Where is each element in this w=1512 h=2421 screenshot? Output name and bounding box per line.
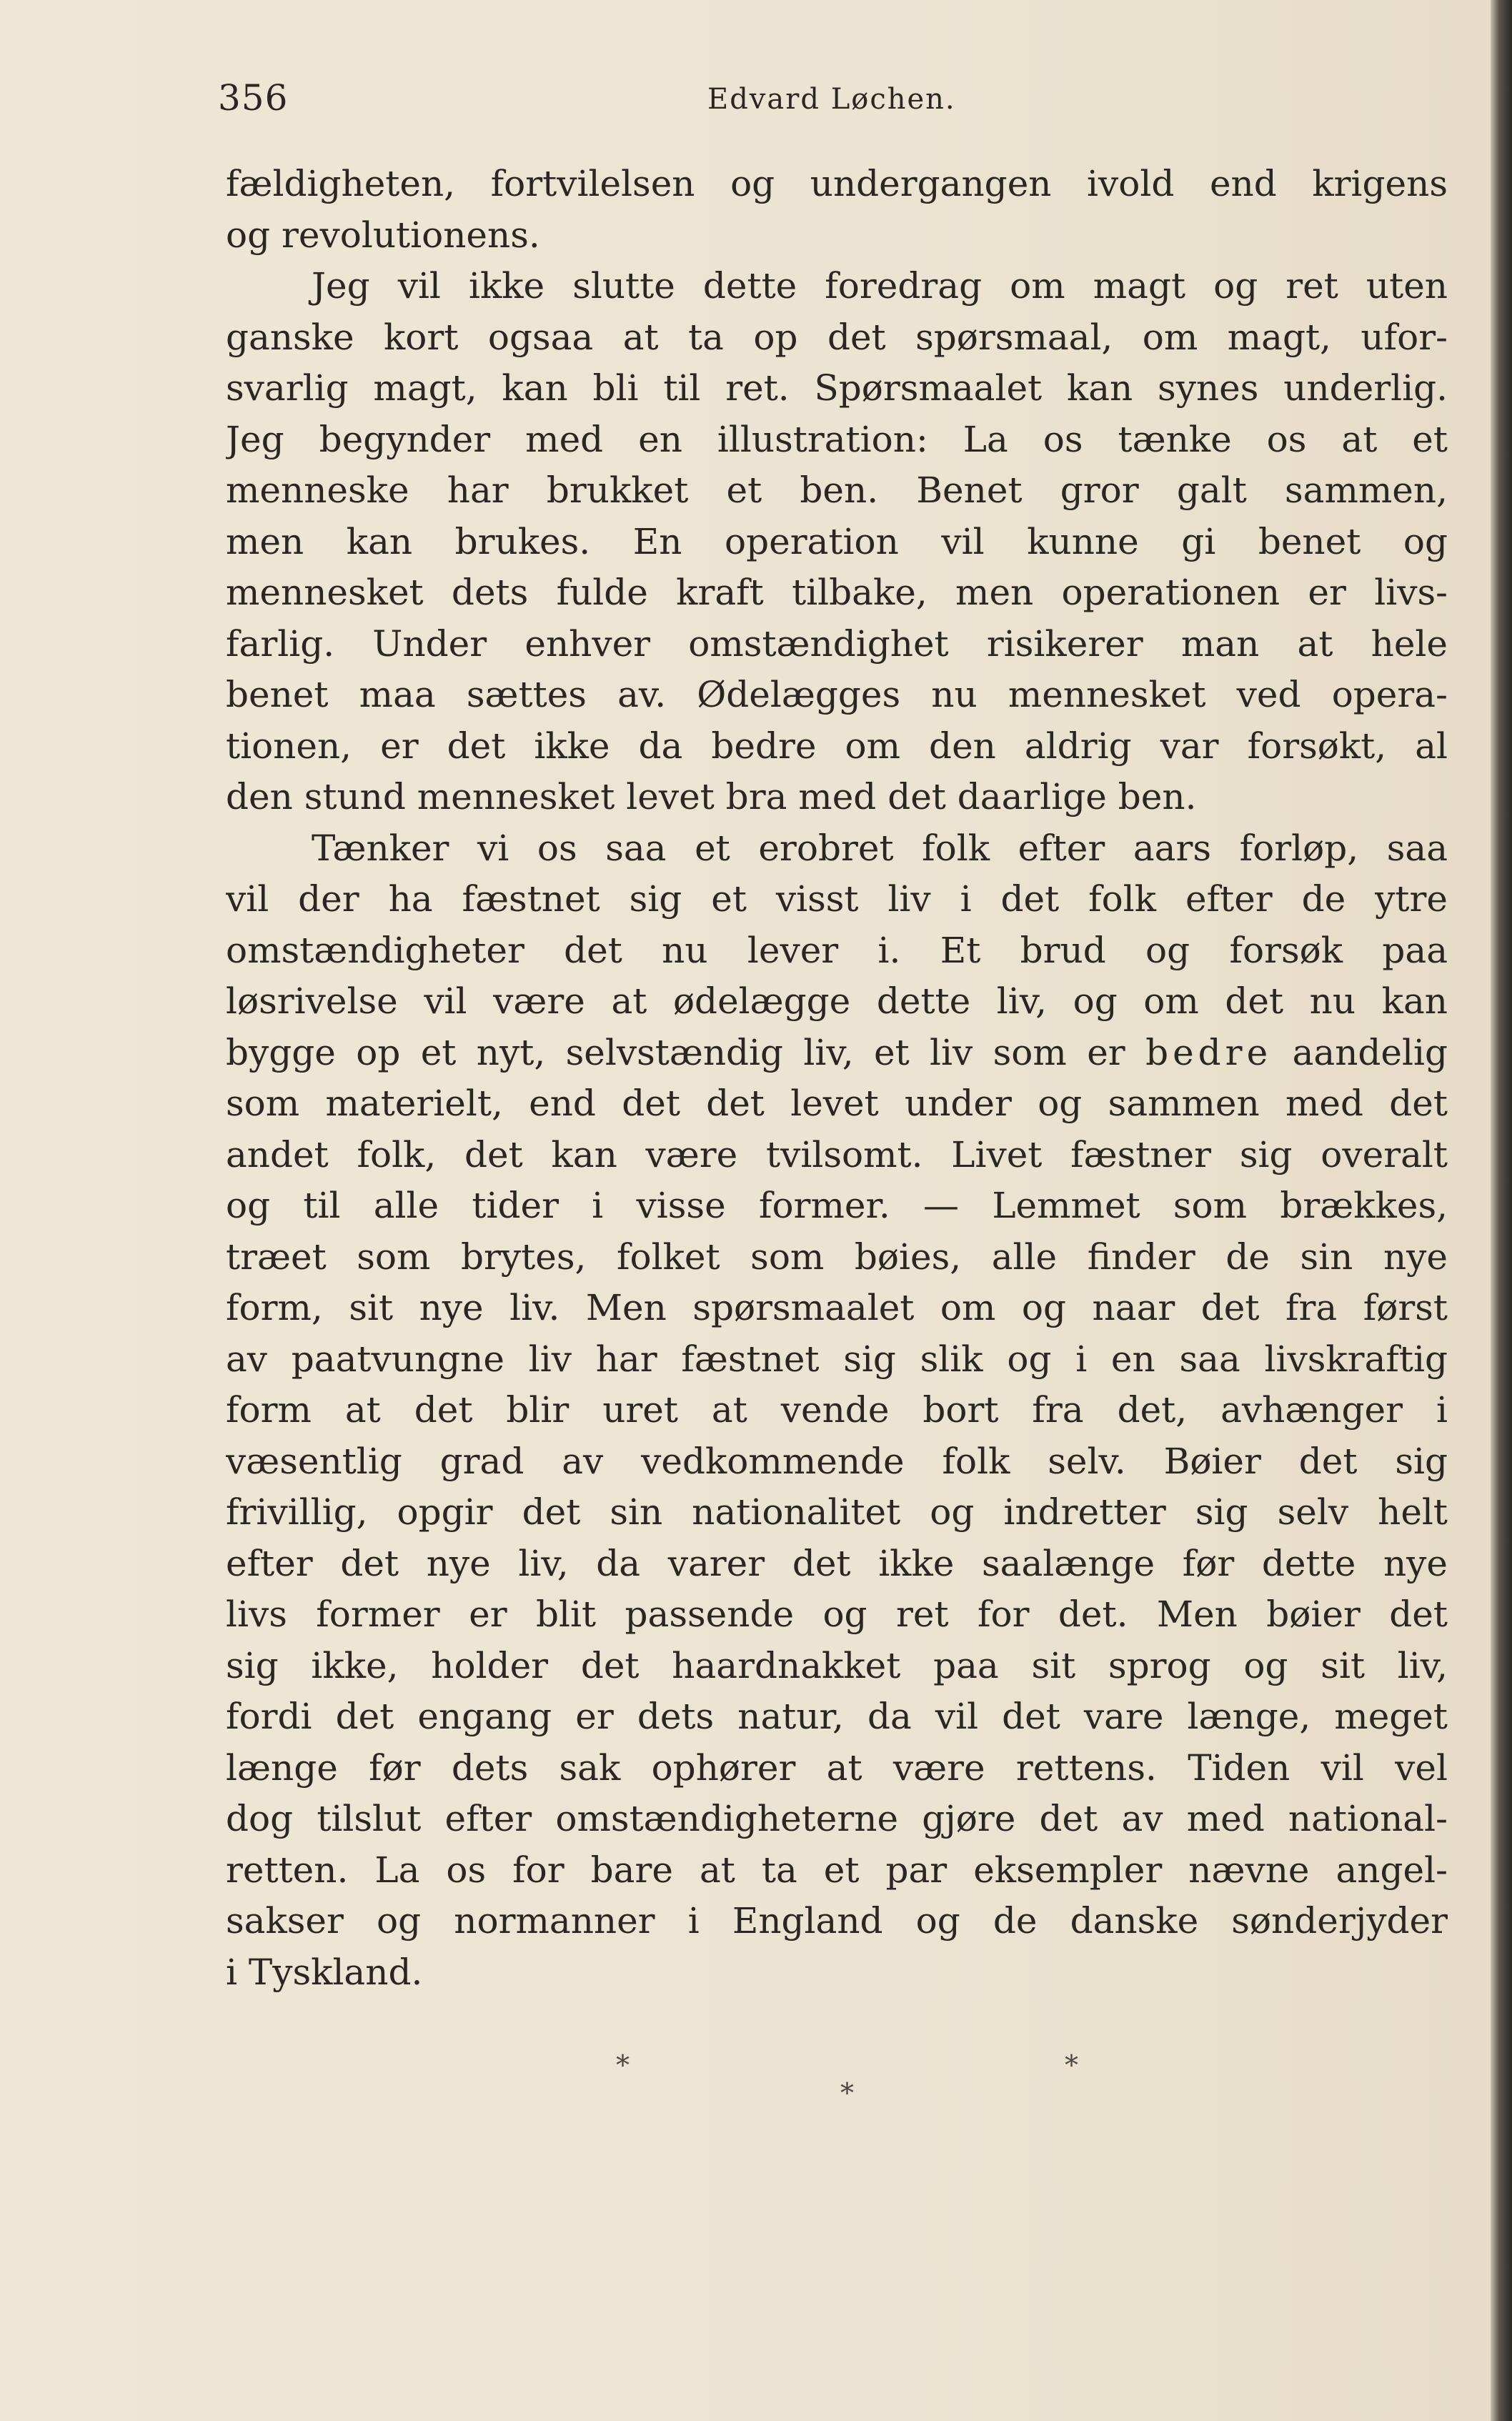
running-title: Edvard Løchen. [707, 83, 956, 116]
text-line: svarlig magt, kan bli til ret. Spørsmaalet kan synes underlig. [226, 367, 1448, 409]
text-line: væsentlig grad av vedkommende folk selv. Bøier det sig [226, 1440, 1448, 1482]
text-line: farlig. Under enhver omstændighet risikerer man at hele [226, 622, 1448, 665]
text-line: Jeg begynder med en illustration: La os tænke os at et [226, 418, 1448, 460]
text-line: livs former er blit passende og ret for det. Men bøier det [226, 1594, 1448, 1635]
text-line: og til alle tider i visse former. — Lemmet som brækkes, [226, 1185, 1448, 1226]
text-line: frivillig, opgir det sin nationalitet og indretter sig selv helt [226, 1491, 1448, 1533]
text-line: efter det nye liv, da varer det ikke saalænge før dette nye [226, 1542, 1448, 1584]
page-header [218, 77, 1447, 120]
text-line: andet folk, det kan være tvilsomt. Livet fæstner sig overalt [226, 1133, 1448, 1175]
text-line: træet som brytes, folket som bøies, alle finder de sin nye [226, 1236, 1448, 1278]
text-line: omstændigheter det nu lever i. Et brud og forsøk paa [226, 929, 1448, 971]
text-line: og revolutionens. [226, 214, 540, 256]
text-line: benet maa sættes av. Ødelægges nu mennesket ved opera- [226, 674, 1448, 715]
spaced-emphasis-word: bedre [1145, 1031, 1273, 1073]
text-line-emphasis [226, 1028, 1448, 1079]
text-line: retten. La os for bare at ta et par eksempler nævne angel- [226, 1849, 1448, 1891]
page-number: 356 [218, 77, 289, 119]
text-line: men kan brukes. En operation vil kunne gi benet og [226, 520, 1448, 562]
text-line: form, sit nye liv. Men spørsmaalet om og naar det fra først [226, 1287, 1448, 1328]
text-line: i Tyskland. [226, 1951, 423, 1993]
text-line: sakser og normanner i England og de danske sønderjyder [226, 1900, 1448, 1942]
text-line: vil der ha fæstnet sig et visst liv i det folk efter de ytre [226, 878, 1448, 920]
asterism-star-center: * [840, 2077, 854, 2109]
text-line: ganske kort ogsaa at ta op det spørsmaal, om magt, ufor- [226, 316, 1448, 358]
text-fragment: aandelig [1292, 1031, 1448, 1073]
page-edge [1491, 0, 1512, 2421]
text-line: den stund mennesket levet bra med det daarlige ben. [226, 776, 1197, 817]
text-line: tionen, er det ikke da bedre om den aldrig var forsøkt, al [226, 725, 1448, 767]
text-line: Tænker vi os saa et erobret folk efter aars forløp, saa [312, 827, 1448, 869]
text-line: fordi det engang er dets natur, da vil det vare længe, meget [226, 1696, 1448, 1737]
text-fragment: bygge op et nyt, selvstændig liv, et liv som er [226, 1031, 1125, 1073]
asterism-star-right: * [1065, 2049, 1078, 2081]
text-line: længe før dets sak ophører at være rettens. Tiden vil vel [226, 1746, 1448, 1789]
text-line: løsrivelse vil være at ødelægge dette liv, og om det nu kan [226, 980, 1448, 1022]
body-text [226, 159, 1448, 1998]
text-line: form at det blir uret at vende bort fra det, avhænger i [226, 1389, 1448, 1431]
text-line: Jeg vil ikke slutte dette foredrag om magt og ret uten [312, 265, 1448, 307]
text-line: menneske har brukket et ben. Benet gror galt sammen, [226, 469, 1448, 511]
text-line: fældigheten, fortvilelsen og undergangen ivold end krigens [226, 163, 1448, 204]
text-line: mennesket dets fulde kraft tilbake, men operationen er livs- [226, 572, 1448, 613]
text-line: dog tilslut efter omstændigheterne gjøre det av med national- [226, 1798, 1448, 1839]
text-line: som materielt, end det det levet under og sammen med det [226, 1083, 1448, 1124]
text-line: sig ikke, holder det haardnakket paa sit sprog og sit liv, [226, 1644, 1448, 1686]
text-line: av paatvungne liv har fæstnet sig slik og i en saa livskraftig [226, 1338, 1448, 1380]
asterism-star-left: * [616, 2049, 630, 2081]
